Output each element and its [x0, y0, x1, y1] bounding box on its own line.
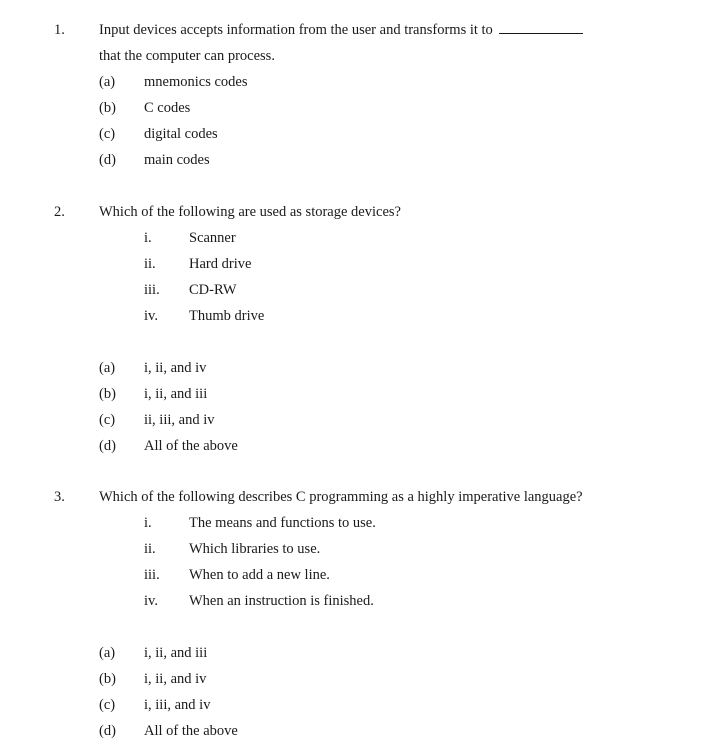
- option-letter-d: (d): [99, 152, 116, 168]
- option-letter-b: (b): [99, 100, 116, 116]
- question-text-line-2: that the computer can process.: [99, 48, 275, 64]
- option-letter-a: (a): [99, 360, 116, 376]
- question-text-line-1: [99, 21, 583, 39]
- statement-text-ii: Which libraries to use.: [189, 541, 321, 557]
- option-text-d: All of the above: [144, 723, 238, 739]
- statement-text-iii: When to add a new line.: [189, 567, 330, 583]
- option-text-a: i, ii, and iii: [144, 645, 208, 661]
- option-text-a: i, ii, and iv: [144, 360, 207, 376]
- question-number: 1.: [54, 22, 65, 38]
- answer-blank: [499, 21, 583, 34]
- option-text-d: main codes: [144, 152, 210, 168]
- statement-numeral-iii: iii.: [144, 567, 160, 583]
- statement-numeral-i: i.: [144, 230, 152, 246]
- option-text-b: i, ii, and iv: [144, 671, 207, 687]
- question-number: 3.: [54, 489, 65, 505]
- statement-text-iii: CD-RW: [189, 282, 237, 298]
- option-letter-d: (d): [99, 723, 116, 739]
- option-text-c: ii, iii, and iv: [144, 412, 215, 428]
- option-letter-b: (b): [99, 386, 116, 402]
- option-letter-c: (c): [99, 412, 116, 428]
- option-letter-a: (a): [99, 645, 116, 661]
- statement-text-i: The means and functions to use.: [189, 515, 376, 531]
- option-text-c: i, iii, and iv: [144, 697, 211, 713]
- option-text-d: All of the above: [144, 438, 238, 454]
- statement-text-i: Scanner: [189, 230, 236, 246]
- statement-numeral-iii: iii.: [144, 282, 160, 298]
- question-text: Which of the following are used as storage devices?: [99, 204, 401, 220]
- statement-text-iv: When an instruction is finished.: [189, 593, 374, 609]
- statement-numeral-ii: ii.: [144, 256, 156, 272]
- option-text-c: digital codes: [144, 126, 218, 142]
- option-letter-a: (a): [99, 74, 116, 90]
- statement-numeral-iv: iv.: [144, 308, 158, 324]
- option-text-b: i, ii, and iii: [144, 386, 208, 402]
- statement-numeral-ii: ii.: [144, 541, 156, 557]
- option-letter-c: (c): [99, 697, 116, 713]
- option-text-b: C codes: [144, 100, 191, 116]
- statement-text-iv: Thumb drive: [189, 308, 265, 324]
- option-letter-b: (b): [99, 671, 116, 687]
- statement-numeral-iv: iv.: [144, 593, 158, 609]
- statement-numeral-i: i.: [144, 515, 152, 531]
- option-text-a: mnemonics codes: [144, 74, 248, 90]
- option-letter-c: (c): [99, 126, 116, 142]
- question-text: Input devices accepts information from the user and transforms it to: [99, 22, 493, 38]
- question-text: Which of the following describes C programming as a highly imperative language?: [99, 489, 583, 505]
- statement-text-ii: Hard drive: [189, 256, 252, 272]
- option-letter-d: (d): [99, 438, 116, 454]
- question-number: 2.: [54, 204, 65, 220]
